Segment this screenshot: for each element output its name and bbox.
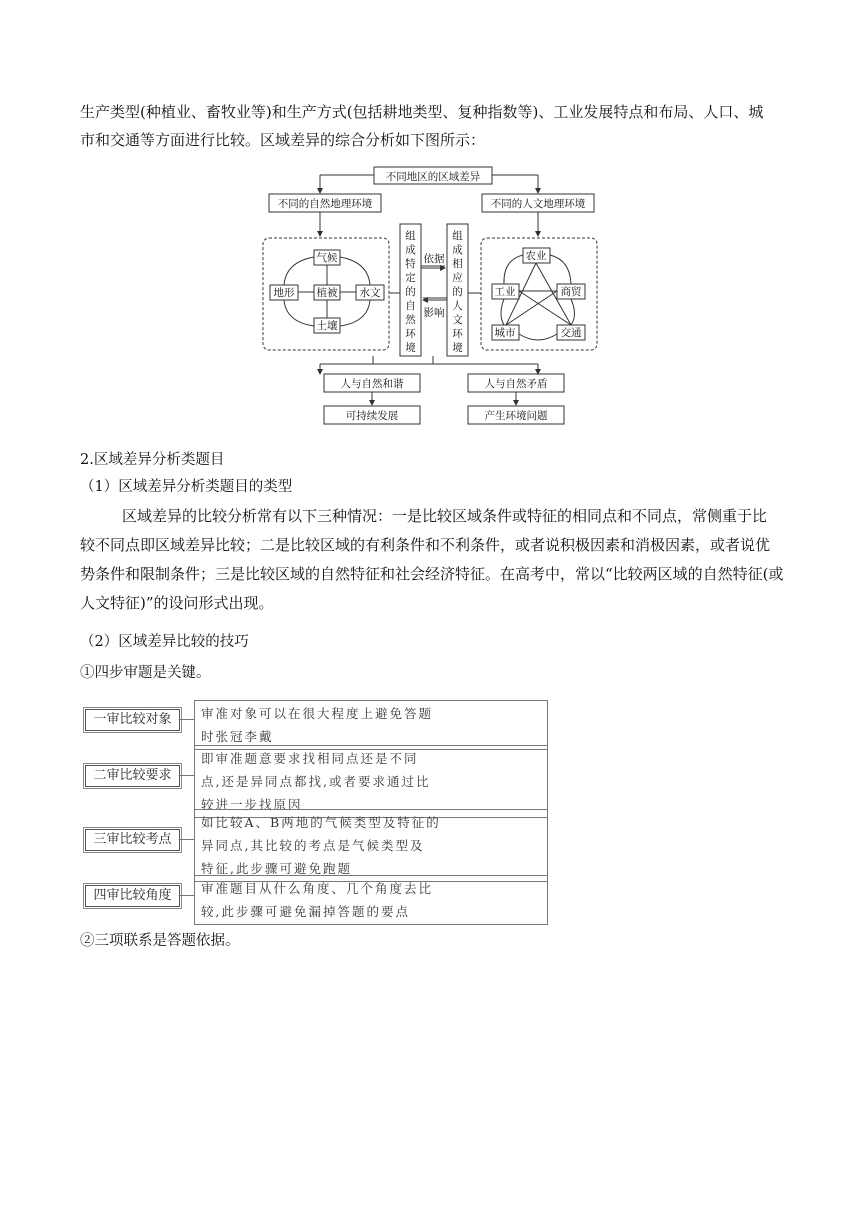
outcome-left-2: 可持续发展	[345, 410, 399, 422]
column-char: 组	[452, 230, 463, 242]
step-label: 三审比较考点	[85, 829, 180, 851]
diagram-top-label: 不同地区的区域差异	[385, 171, 481, 183]
section-heading: 2.区域差异分析类题目	[80, 452, 225, 468]
para-line: 势条件和限制条件；三是比较区域的自然特征和社会经济特征。在高考中，常以“比较两区域的自然特征(或	[80, 565, 784, 583]
intro-line-2: 市和交通等方面进行比较。区域差异的综合分析如下图所示：	[80, 131, 486, 149]
column-char: 境	[405, 342, 416, 354]
step-label: 一审比较对象	[85, 709, 180, 731]
column-char: 相	[452, 258, 463, 270]
para-line: 区域差异的比较分析常有以下三种情况：一是比较区域条件或特征的相同点和不同点，常侧重于比	[122, 507, 768, 525]
point-1: ①四步审题是关键。	[80, 665, 211, 681]
column-char: 人	[452, 300, 463, 312]
human-env-label: 不同的人文地理环境	[490, 198, 586, 210]
node-climate: 气候	[316, 252, 338, 264]
column-char: 成	[405, 244, 416, 256]
column-char: 境	[452, 342, 463, 354]
column-char: 组	[405, 230, 416, 242]
natural-env-label: 不同的自然地理环境	[277, 198, 373, 210]
column-char: 文	[452, 314, 463, 326]
node-landform: 地形	[273, 287, 295, 299]
para-line: 较不同点即区域差异比较；二是比较区域的有利条件和不利条件，或者说积极因素和消极因素，或者说优	[80, 536, 771, 554]
node-agriculture: 农业	[525, 250, 547, 262]
step-description: 如比较A、B两地的气候类型及特征的 异同点,其比较的考点是气候类型及 特征,此步骤可避免跑题	[194, 809, 548, 882]
column-char: 应	[452, 272, 463, 284]
subheading-2: （2）区域差异比较的技巧	[80, 634, 249, 650]
step-label: 四审比较角度	[85, 885, 180, 907]
outcome-left: 人与自然和谐	[340, 378, 404, 390]
column-char: 环	[452, 328, 463, 340]
step-label: 二审比较要求	[85, 765, 180, 787]
intro-line-1: 生产类型(种植业、畜牧业等)和生产方式(包括耕地类型、复种指数等)、工业发展特点和布局、人口、城	[80, 103, 764, 121]
column-char: 成	[452, 244, 463, 256]
right-column-text	[452, 230, 463, 354]
column-char: 自	[405, 300, 416, 312]
step-description: 审准对象可以在很大程度上避免答题 时张冠李戴	[194, 700, 548, 750]
node-city: 城市	[494, 327, 516, 339]
regional-difference-diagram	[258, 160, 604, 432]
para-line: 人文特征)”的设问形式出现。	[80, 594, 274, 612]
subheading-1: （1）区域差异分析类题目的类型	[80, 479, 293, 495]
column-char: 特	[405, 258, 416, 270]
column-char: 环	[405, 328, 416, 340]
column-char: 的	[405, 286, 416, 298]
basis-label: 依据	[423, 253, 445, 265]
influence-label: 影响	[423, 307, 445, 319]
node-industry: 工业	[494, 286, 516, 298]
column-char: 定	[405, 272, 416, 284]
node-commerce: 商贸	[560, 286, 582, 298]
outcome-right: 人与自然矛盾	[484, 378, 548, 390]
node-transport: 交通	[560, 327, 582, 339]
node-soil: 土壤	[316, 320, 338, 332]
column-char: 然	[405, 314, 416, 326]
step-description: 即审准题意要求找相同点还是不同 点,还是异同点都找,或者要求通过比 较进一步找原因	[194, 745, 548, 818]
outcome-right-2: 产生环境问题	[484, 410, 548, 422]
node-vegetation: 植被	[316, 287, 338, 299]
node-hydrology: 水文	[359, 287, 381, 299]
step-description: 审准题目从什么角度、几个角度去比 较,此步骤可避免漏掉答题的要点	[194, 875, 548, 925]
column-char: 的	[452, 286, 463, 298]
point-2: ②三项联系是答题依据。	[80, 933, 240, 949]
left-column-text	[405, 230, 416, 354]
